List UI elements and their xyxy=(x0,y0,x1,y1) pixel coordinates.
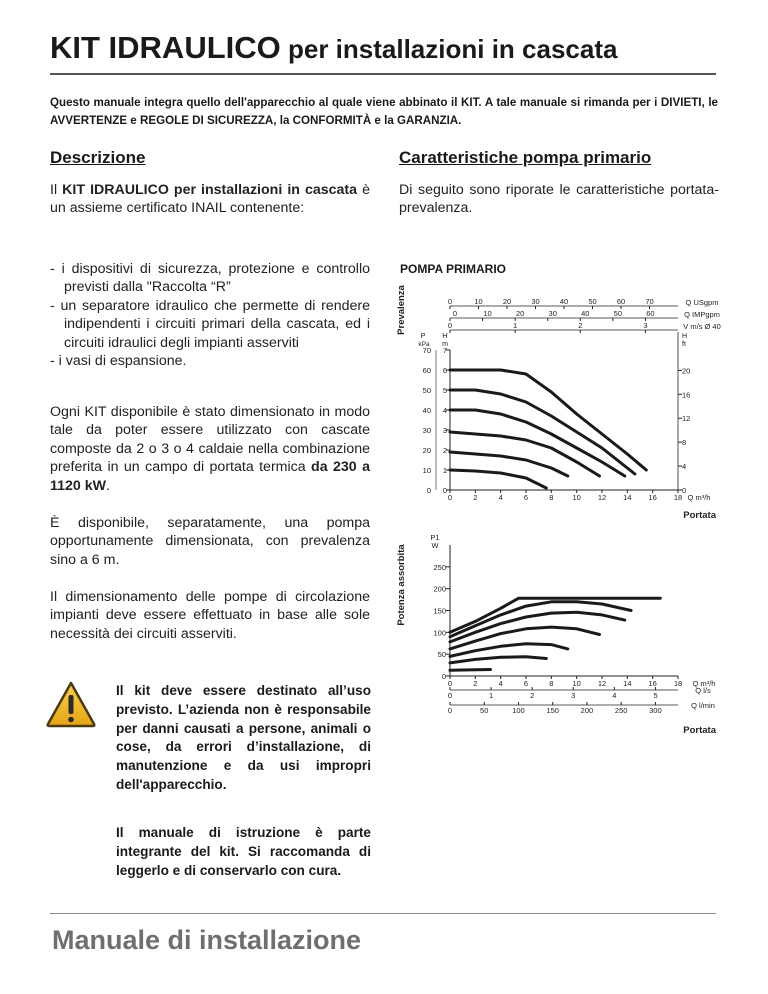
y-unit-label-2: kPa xyxy=(418,341,430,348)
x-tick-label-2: 4 xyxy=(498,679,503,688)
bottom-scale-tick-label: 1 xyxy=(488,691,494,700)
x-tick-label-2: 14 xyxy=(623,679,632,688)
y-axis-label: Prevalenza xyxy=(396,285,407,335)
y-tick-label: 10 xyxy=(422,466,431,475)
x-tick-label: 14 xyxy=(623,493,632,502)
h-tick-label: 7 xyxy=(442,346,448,355)
y-tick-label: 20 xyxy=(422,446,431,455)
x-tick-label: 0 xyxy=(447,493,453,502)
top-scale-tick-label: 70 xyxy=(645,297,654,306)
pump-curve xyxy=(450,390,635,474)
x-tick-label: 2 xyxy=(473,493,478,502)
ft-tick-label: 8 xyxy=(682,438,687,448)
bottom-scale-tick-label: 2 xyxy=(530,691,535,700)
y-tick-label: 70 xyxy=(422,346,431,355)
intro-text: Questo manuale integra quello dell'apparecchio al quale viene abbinato il KIT. A tale manuale si rimanda per i DIVIETI, le AVVERTENZE e REGOLE DI SICUREZZA, la CONFORMITÀ e la GARANZIA. xyxy=(50,96,718,127)
top-scale-label: Q USgpm xyxy=(685,298,719,307)
y-tick-label: 0 xyxy=(426,486,431,495)
description-bold: KIT IDRAULICO per installazioni in cascata xyxy=(62,182,358,198)
top-scale-label: V m/s Ø 40 xyxy=(683,322,721,331)
x-tick-label: 16 xyxy=(648,493,657,502)
y-tick-label: 50 xyxy=(422,386,431,395)
ft-unit-label-2: ft xyxy=(682,341,686,348)
bottom-scale-label: Q l/s xyxy=(695,686,711,695)
y-tick-label-2: 100 xyxy=(433,628,446,638)
power-curve xyxy=(450,657,546,663)
ft-tick-label: 16 xyxy=(682,390,691,400)
x-tick-label-2: 6 xyxy=(523,679,529,688)
h-unit-label: H xyxy=(442,331,448,340)
y-tick-label: 30 xyxy=(422,426,431,435)
page-title-bold: KIT IDRAULICO xyxy=(50,30,281,65)
description-heading: Descrizione xyxy=(50,148,146,167)
sizing-text: Ogni KIT disponibile è stato dimensionato in modo tale da poter essere utilizzato con cascate composte da 2 o 3 o 4 caldaie nella combinazione preferita in un campo di portata termica xyxy=(50,404,370,476)
x-tick-label: 8 xyxy=(549,493,554,502)
description-text: Il xyxy=(50,182,63,198)
top-scale-tick-label: 30 xyxy=(548,309,557,318)
power-curve xyxy=(450,627,600,649)
pump-paragraph: È disponibile, separatamente, una pompa opportunamente dimensionata, con prevalenza sino a 6 m. xyxy=(50,515,370,568)
ft-tick-label: 20 xyxy=(682,366,691,376)
list-item: - un separatore idraulico che permette di rendere indipendenti i circuiti primari della cascata, ed i circuiti idraulici degli impianti asserviti xyxy=(50,297,370,351)
top-scale-tick-label: 50 xyxy=(613,309,623,318)
power-curve xyxy=(450,644,568,657)
footer-divider xyxy=(50,913,716,914)
y-unit-label-w: W xyxy=(431,541,439,550)
x-tick-label: 10 xyxy=(572,493,581,502)
chart-title: POMPA PRIMARIO xyxy=(400,262,507,276)
warning-text: Il kit deve essere destinato all’uso previsto. L’azienda non è responsabile per danni causati a persone, animali o cose, da errori d’installazione, di manutenzione e da usi impropri dell'apparecchio. xyxy=(116,683,371,792)
page-title-rest: per installazioni in cascata xyxy=(280,34,618,64)
ft-unit-label: H xyxy=(682,333,688,340)
y-tick-label-2: 200 xyxy=(433,584,446,594)
top-scale-tick-label: 10 xyxy=(474,297,483,306)
x-axis-label-2: Portata xyxy=(683,725,716,736)
y-tick-label-2: 50 xyxy=(437,650,446,660)
bottom-scale-tick-label: 300 xyxy=(649,706,662,715)
description-text-end: è un assieme certificato INAIL contenente: xyxy=(50,182,370,217)
top-scale-tick-label: 2 xyxy=(578,321,583,330)
y-tick-label-2: 0 xyxy=(441,672,446,681)
top-scale-tick-label: 30 xyxy=(531,297,540,306)
power-curve xyxy=(450,670,491,671)
y-tick-label: 40 xyxy=(422,406,431,415)
y-tick-label-2: 250 xyxy=(433,562,446,572)
h-tick-label: 6 xyxy=(442,366,448,375)
x-unit-label: Q m³/h xyxy=(687,493,711,502)
footer-title: Manuale di installazione xyxy=(52,925,362,955)
circulation-paragraph: Il dimensionamento delle pompe di circolazione impianti deve essere effettuato in base alle sole necessità dei circuiti asserviti. xyxy=(50,589,370,642)
top-scale-tick-label: 60 xyxy=(646,309,655,318)
top-scale-tick-label: 0 xyxy=(447,297,453,306)
bottom-scale-tick-label: 250 xyxy=(614,706,628,715)
h-tick-label: 0 xyxy=(442,486,448,495)
h-unit-label-2: m xyxy=(442,341,448,348)
bottom-scale-tick-label: 0 xyxy=(447,691,453,700)
bottom-scale-tick-label: 4 xyxy=(612,691,617,700)
x-tick-label: 18 xyxy=(673,493,683,502)
h-tick-label: 3 xyxy=(442,426,448,435)
x-tick-label: 4 xyxy=(498,493,503,502)
bottom-scale-tick-label: 200 xyxy=(580,706,594,715)
ft-tick-label: 12 xyxy=(682,414,691,424)
x-tick-label-2: 0 xyxy=(447,679,453,688)
bottom-scale-tick-label: 100 xyxy=(512,706,525,715)
top-scale-tick-label: 20 xyxy=(515,309,525,318)
x-tick-label-2: 2 xyxy=(473,679,478,688)
h-tick-label: 4 xyxy=(442,406,448,415)
ft-tick-label: 4 xyxy=(682,462,687,472)
y-tick-label-2: 150 xyxy=(433,606,446,616)
x-tick-label-2: 8 xyxy=(549,679,554,688)
x-tick-label-2: 12 xyxy=(597,679,607,688)
h-tick-label: 2 xyxy=(442,446,448,455)
pump-characteristics-heading: Caratteristiche pompa primario xyxy=(399,148,652,167)
x-tick-label: 12 xyxy=(597,493,607,502)
sizing-bold: da 230 a 1120 kW xyxy=(50,459,370,494)
y-axis-label-2: Potenza assorbita xyxy=(396,544,407,626)
top-scale-tick-label: 50 xyxy=(588,297,597,306)
top-scale-tick-label: 3 xyxy=(643,321,648,330)
pump-characteristics-text: Di seguito sono riporate le caratteristiche portata-prevalenza. xyxy=(399,182,719,217)
y-unit-label: P xyxy=(420,331,426,340)
pump-curve xyxy=(450,452,568,476)
list-item: - i vasi di espansione. xyxy=(50,353,187,370)
x-tick-label-2: 10 xyxy=(572,679,581,688)
list-item: - i dispositivi di sicurezza, protezione e controllo previsti dalla "Raccolta “R” xyxy=(50,261,370,296)
top-scale-tick-label: 60 xyxy=(616,297,626,306)
top-scale-tick-label: 40 xyxy=(559,297,569,306)
x-axis-label: Portata xyxy=(683,510,716,521)
top-scale-tick-label: 20 xyxy=(502,297,512,306)
y-unit-label-p1: P1 xyxy=(430,533,440,542)
top-scale-tick-label: 1 xyxy=(513,321,518,330)
top-scale-tick-label: 40 xyxy=(581,309,590,318)
y-tick-label: 60 xyxy=(422,366,431,375)
bottom-scale-tick-label: 0 xyxy=(447,706,453,715)
bottom-scale-tick-label: 150 xyxy=(546,706,559,715)
bottom-scale-tick-label: 5 xyxy=(653,691,658,700)
pump-curve xyxy=(450,470,546,488)
h-tick-label: 5 xyxy=(442,386,448,395)
h-tick-label: 1 xyxy=(442,466,448,475)
bottom-scale-tick-label: 50 xyxy=(480,706,489,715)
manual-note: Il manuale di istruzione è parte integrante del kit. Si raccomanda di leggerlo e di conservarlo con cura. xyxy=(116,825,371,878)
sizing-text-end: . xyxy=(106,477,110,494)
top-scale-label: Q IMPgpm xyxy=(684,310,720,319)
top-scale-tick-label: 10 xyxy=(483,309,492,318)
bottom-scale-tick-label: 3 xyxy=(571,691,576,700)
ft-tick-label: 0 xyxy=(682,486,687,495)
x-unit-label-2: Q m³/h xyxy=(692,679,716,688)
bottom-scale-label: Q l/min xyxy=(691,701,715,710)
x-tick-label: 6 xyxy=(523,493,529,502)
x-tick-label-2: 18 xyxy=(673,679,683,688)
top-scale-tick-label: 0 xyxy=(452,309,458,318)
x-tick-label-2: 16 xyxy=(648,679,657,688)
top-scale-tick-label: 0 xyxy=(447,321,453,330)
